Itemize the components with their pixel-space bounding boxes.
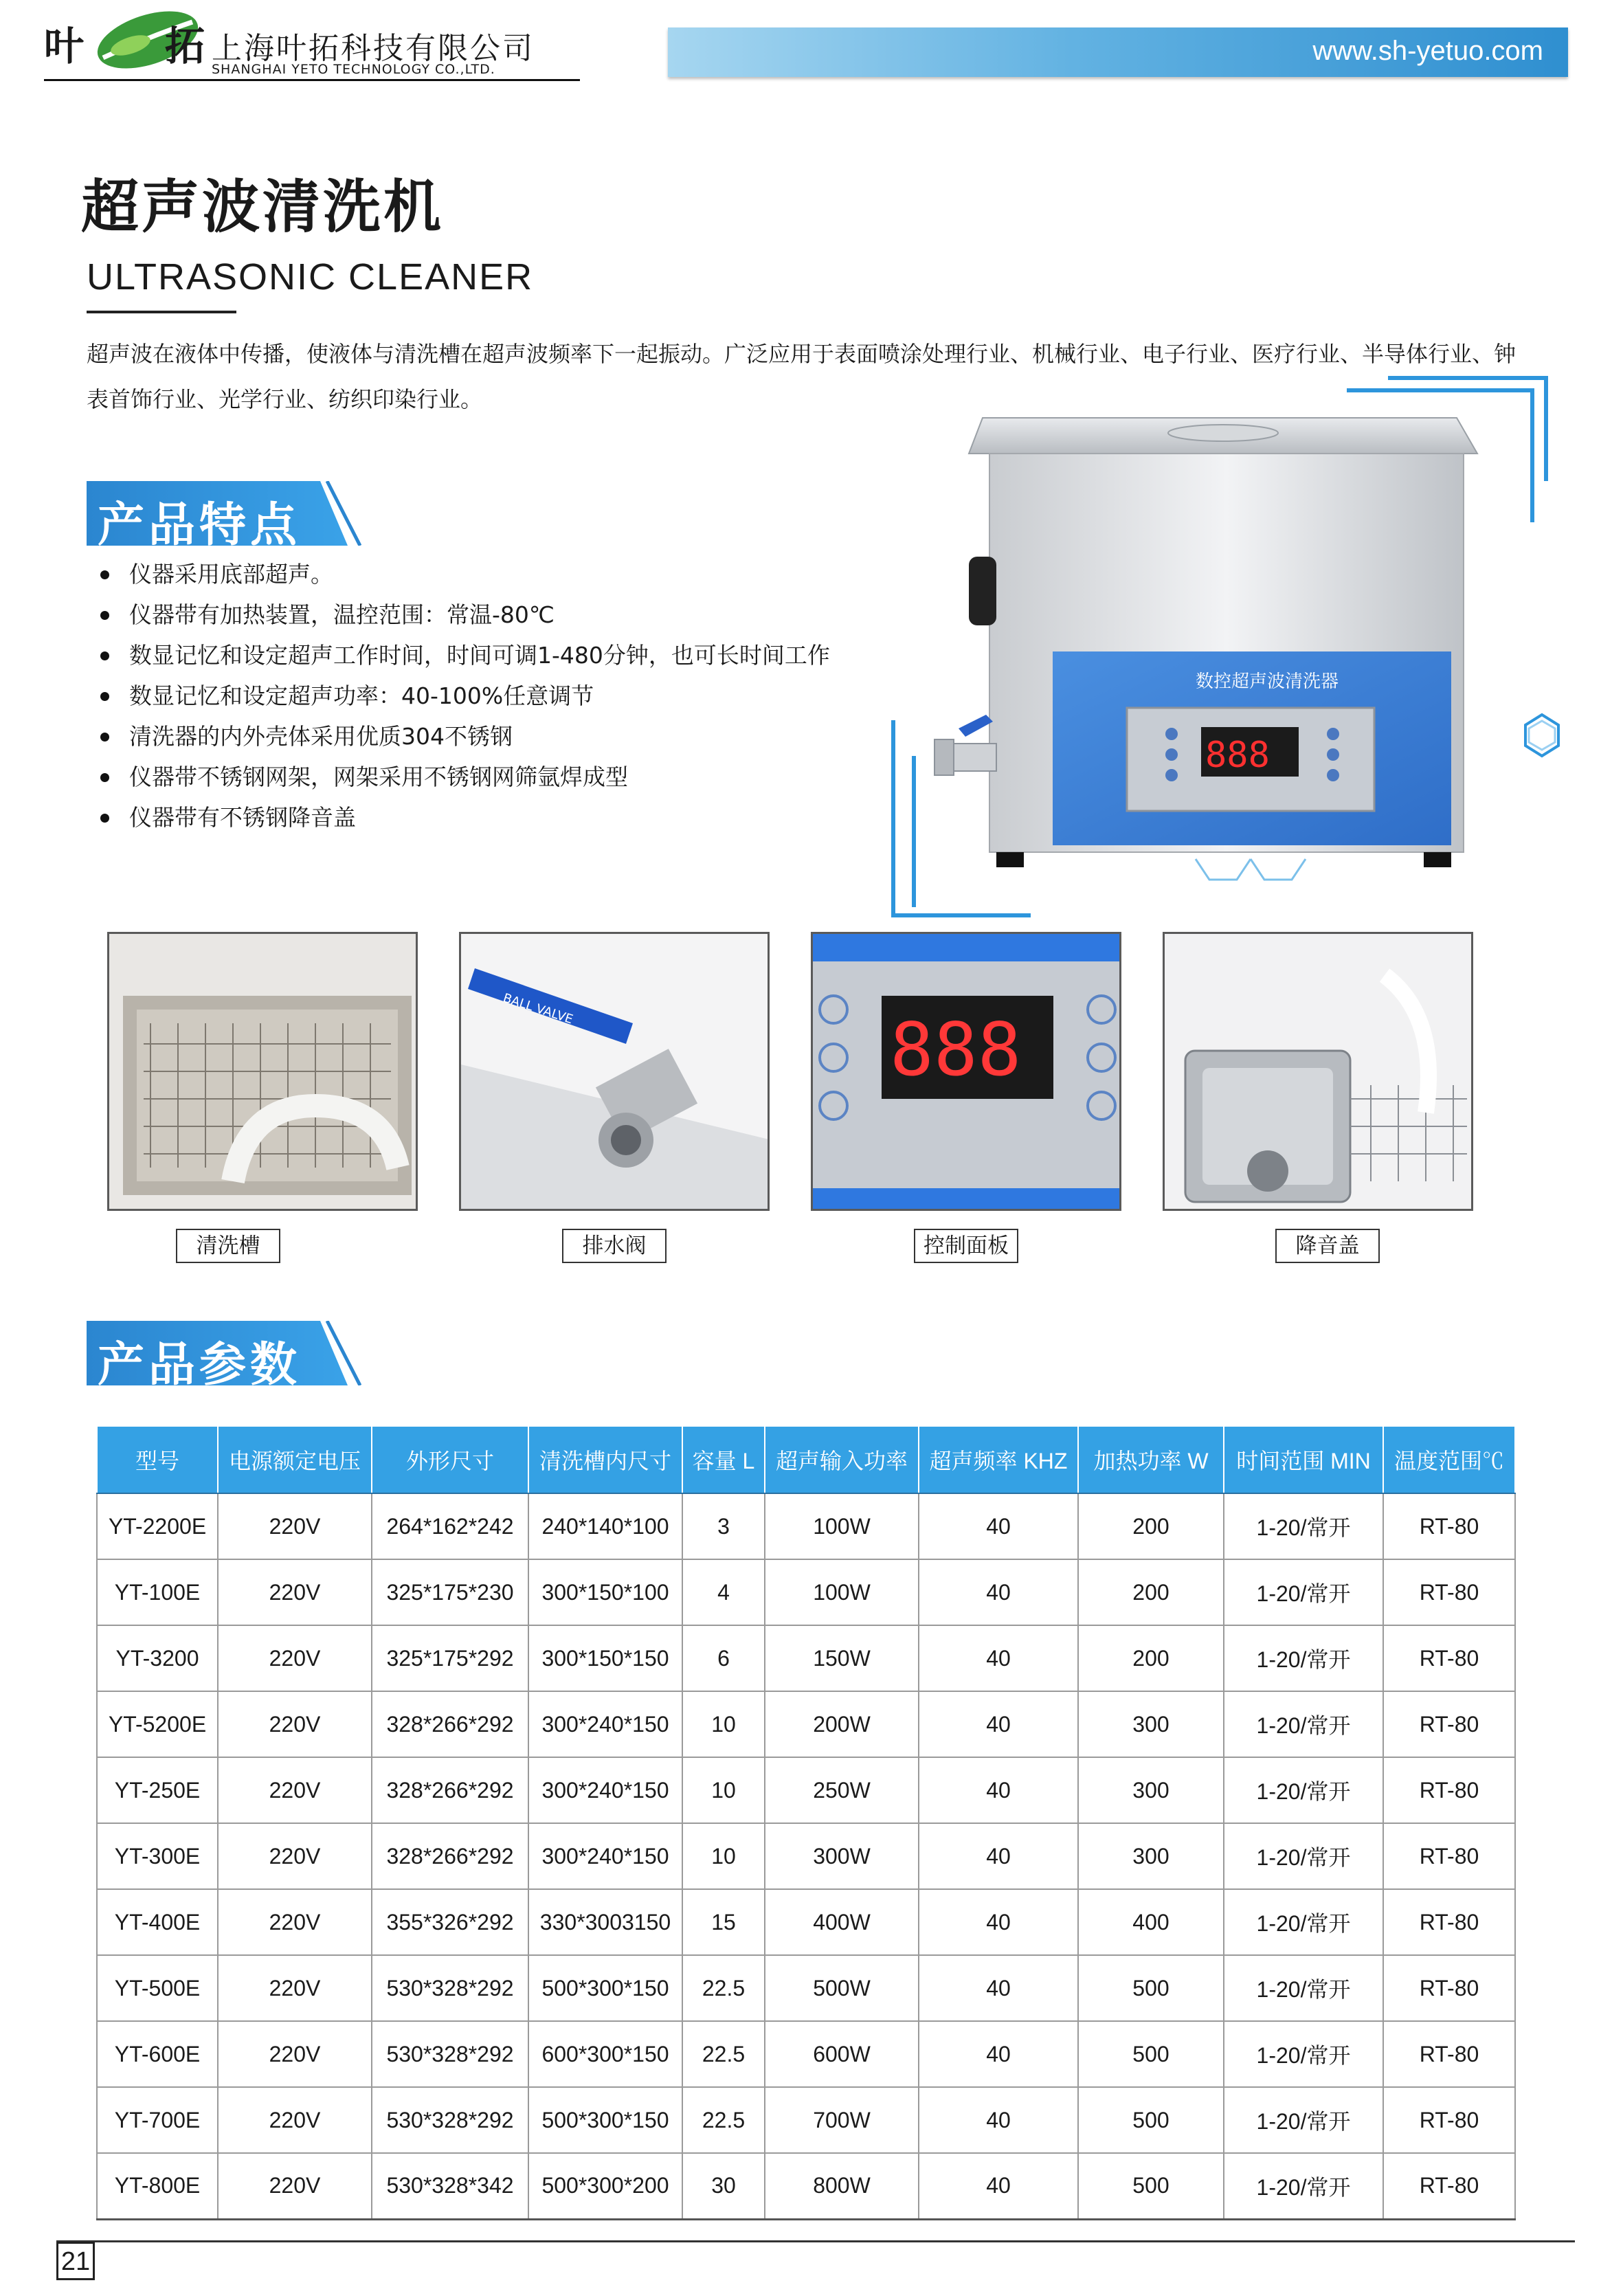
table-cell: YT-400E: [97, 1889, 218, 1955]
bullet-icon: [100, 814, 109, 823]
col-header-heating-power: 加热功率 W: [1078, 1426, 1224, 1493]
table-cell: 500*300*150: [528, 1955, 682, 2021]
table-cell: RT-80: [1383, 2087, 1515, 2153]
logo-character-ye: 叶: [44, 23, 85, 69]
table-cell: 300: [1078, 1691, 1224, 1757]
table-cell: 530*328*292: [372, 2021, 528, 2087]
table-cell: 325*175*230: [372, 1559, 528, 1625]
table-row: [97, 2153, 1515, 2219]
table-cell: 264*162*242: [372, 1493, 528, 1559]
col-header-frequency: 超声频率 KHZ: [919, 1426, 1078, 1493]
caption-control-panel: 控制面板: [914, 1229, 1018, 1263]
table-cell: 1-20/常开: [1224, 1559, 1383, 1625]
col-header-temp-range: 温度范围℃: [1383, 1426, 1515, 1493]
table-cell: 500: [1078, 2021, 1224, 2087]
company-logo: [44, 7, 580, 81]
table-cell: 355*326*292: [372, 1889, 528, 1955]
table-cell: 40: [919, 1493, 1078, 1559]
table-cell: 40: [919, 1691, 1078, 1757]
table-cell: 300*240*150: [528, 1757, 682, 1823]
table-cell: 220V: [218, 2021, 372, 2087]
table-cell: YT-300E: [97, 1823, 218, 1889]
table-cell: 1-20/常开: [1224, 1691, 1383, 1757]
col-header-model: 型号: [97, 1426, 218, 1493]
table-cell: 300*240*150: [528, 1691, 682, 1757]
gallery-image-tank: [107, 932, 418, 1211]
table-cell: 300: [1078, 1757, 1224, 1823]
bullet-icon: [100, 570, 109, 579]
footer-divider: [56, 2240, 1575, 2242]
table-cell: RT-80: [1383, 1691, 1515, 1757]
table-cell: RT-80: [1383, 1955, 1515, 2021]
feature-item: 数显记忆和设定超声功率：40-100%任意调节: [100, 676, 925, 716]
table-cell: 40: [919, 2153, 1078, 2219]
table-cell: 40: [919, 1823, 1078, 1889]
table-cell: 220V: [218, 1691, 372, 1757]
bullet-icon: [100, 692, 109, 701]
table-cell: RT-80: [1383, 1625, 1515, 1691]
device-display-digits: 888: [1205, 735, 1270, 776]
table-cell: 6: [682, 1625, 765, 1691]
table-cell: YT-700E: [97, 2087, 218, 2153]
logo-character-tuo: 拓: [165, 23, 205, 69]
table-cell: 40: [919, 2021, 1078, 2087]
table-row: [97, 1493, 1515, 1559]
table-cell: 300*150*100: [528, 1559, 682, 1625]
table-cell: RT-80: [1383, 2153, 1515, 2219]
table-cell: 1-20/常开: [1224, 1889, 1383, 1955]
table-cell: 220V: [218, 1823, 372, 1889]
table-row: [97, 1691, 1515, 1757]
logo-underline: [44, 79, 580, 81]
gallery-image-sound-cover: [1163, 932, 1473, 1211]
bullet-icon: [100, 733, 109, 742]
params-heading: 产品参数: [98, 1338, 302, 1392]
company-name-cn: 上海叶拓科技有限公司: [212, 31, 535, 66]
features-list: [100, 554, 925, 838]
website-banner: [668, 27, 1568, 77]
features-heading: 产品特点: [98, 498, 302, 553]
table-cell: 220V: [218, 2087, 372, 2153]
table-cell: 40: [919, 1625, 1078, 1691]
table-cell: 1-20/常开: [1224, 1625, 1383, 1691]
table-cell: 40: [919, 1757, 1078, 1823]
spec-table: [96, 1425, 1516, 2220]
table-cell: YT-600E: [97, 2021, 218, 2087]
features-heading-banner: [87, 481, 361, 553]
table-cell: 220V: [218, 1757, 372, 1823]
table-cell: YT-2200E: [97, 1493, 218, 1559]
table-cell: 500: [1078, 1955, 1224, 2021]
table-cell: YT-3200: [97, 1625, 218, 1691]
table-cell: 500W: [765, 1955, 919, 2021]
table-header-row: [97, 1426, 1515, 1493]
table-cell: 200: [1078, 1493, 1224, 1559]
table-cell: 800W: [765, 2153, 919, 2219]
table-cell: 1-20/常开: [1224, 2087, 1383, 2153]
table-cell: 300W: [765, 1823, 919, 1889]
table-cell: 220V: [218, 1493, 372, 1559]
table-cell: 100W: [765, 1493, 919, 1559]
table-cell: 3: [682, 1493, 765, 1559]
table-cell: 400W: [765, 1889, 919, 1955]
bullet-icon: [100, 651, 109, 660]
table-cell: RT-80: [1383, 1823, 1515, 1889]
table-cell: 530*328*292: [372, 1955, 528, 2021]
table-cell: 200: [1078, 1559, 1224, 1625]
table-cell: 328*266*292: [372, 1757, 528, 1823]
feature-item: 仪器带有加热装置，温控范围：常温-80℃: [100, 594, 925, 635]
table-cell: 22.5: [682, 2087, 765, 2153]
table-cell: 1-20/常开: [1224, 1757, 1383, 1823]
col-header-tank-size: 清洗槽内尺寸: [528, 1426, 682, 1493]
table-cell: 500*300*150: [528, 2087, 682, 2153]
table-cell: 220V: [218, 1889, 372, 1955]
table-cell: 700W: [765, 2087, 919, 2153]
table-cell: 30: [682, 2153, 765, 2219]
page-title: 超声波清洗机: [81, 173, 445, 241]
table-row: [97, 1559, 1515, 1625]
table-cell: 500*300*200: [528, 2153, 682, 2219]
product-image-ultrasonic-cleaner: [866, 344, 1622, 935]
table-cell: 1-20/常开: [1224, 2021, 1383, 2087]
table-cell: RT-80: [1383, 1757, 1515, 1823]
device-panel-label: 数控超声波清洗器: [1196, 671, 1339, 692]
bullet-icon: [100, 773, 109, 782]
table-cell: 530*328*292: [372, 2087, 528, 2153]
table-cell: 600W: [765, 2021, 919, 2087]
table-cell: 200: [1078, 1625, 1224, 1691]
table-cell: 328*266*292: [372, 1691, 528, 1757]
table-cell: 300*150*150: [528, 1625, 682, 1691]
company-name-en: SHANGHAI YETO TECHNOLOGY CO.,LTD.: [212, 62, 495, 77]
product-intro: 超声波在液体中传播，使液体与清洗槽在超声波频率下一起振动。广泛应用于表面喷涂处理行业、机械行业、电子行业、医疗行业、半导体行业、钟表首饰行业、光学行业、纺织印染行业。: [87, 341, 1516, 412]
feature-item: 仪器带有不锈钢降音盖: [100, 797, 925, 838]
table-cell: 220V: [218, 1955, 372, 2021]
table-cell: 300*240*150: [528, 1823, 682, 1889]
table-row: [97, 1955, 1515, 2021]
table-cell: 220V: [218, 1559, 372, 1625]
table-cell: YT-250E: [97, 1757, 218, 1823]
table-cell: RT-80: [1383, 1493, 1515, 1559]
table-cell: 150W: [765, 1625, 919, 1691]
valve-label: BALL VALVE: [501, 990, 575, 1027]
table-cell: 40: [919, 1889, 1078, 1955]
page-subtitle: ULTRASONIC CLEANER: [87, 256, 534, 298]
caption-drain-valve: 排水阀: [562, 1229, 667, 1263]
table-cell: 330*3003150: [528, 1889, 682, 1955]
table-cell: 40: [919, 1559, 1078, 1625]
table-row: [97, 1625, 1515, 1691]
table-cell: 22.5: [682, 2021, 765, 2087]
table-cell: 40: [919, 2087, 1078, 2153]
table-row: [97, 2021, 1515, 2087]
table-cell: 250W: [765, 1757, 919, 1823]
caption-tank: 清洗槽: [176, 1229, 280, 1263]
params-heading-banner: [87, 1321, 361, 1392]
col-header-ultrasonic-power: 超声输入功率: [765, 1426, 919, 1493]
table-cell: 500: [1078, 2153, 1224, 2219]
table-row: [97, 1823, 1515, 1889]
table-cell: 1-20/常开: [1224, 1955, 1383, 2021]
table-cell: 100W: [765, 1559, 919, 1625]
table-cell: RT-80: [1383, 1559, 1515, 1625]
table-cell: 40: [919, 1955, 1078, 2021]
table-cell: 220V: [218, 1625, 372, 1691]
table-cell: 600*300*150: [528, 2021, 682, 2087]
table-cell: 10: [682, 1757, 765, 1823]
panel-display-digits: 888: [890, 1007, 1022, 1092]
website-url[interactable]: www.sh-yetuo.com: [1312, 36, 1543, 66]
table-cell: YT-800E: [97, 2153, 218, 2219]
gallery-image-drain-valve: [459, 932, 770, 1211]
col-header-outer-size: 外形尺寸: [372, 1426, 528, 1493]
page-number: 21: [56, 2242, 95, 2280]
title-underline: [87, 311, 236, 313]
table-cell: 10: [682, 1691, 765, 1757]
table-cell: 22.5: [682, 1955, 765, 2021]
col-header-voltage: 电源额定电压: [218, 1426, 372, 1493]
table-row: [97, 1889, 1515, 1955]
table-cell: 220V: [218, 2153, 372, 2219]
table-cell: 1-20/常开: [1224, 2153, 1383, 2219]
table-cell: 300: [1078, 1823, 1224, 1889]
table-cell: 530*328*342: [372, 2153, 528, 2219]
feature-item: 数显记忆和设定超声工作时间，时间可调1-480分钟，也可长时间工作: [100, 635, 925, 676]
table-cell: 1-20/常开: [1224, 1493, 1383, 1559]
table-row: [97, 1757, 1515, 1823]
table-cell: YT-100E: [97, 1559, 218, 1625]
table-cell: 500: [1078, 2087, 1224, 2153]
caption-sound-cover: 降音盖: [1275, 1229, 1380, 1263]
table-cell: RT-80: [1383, 1889, 1515, 1955]
table-cell: YT-5200E: [97, 1691, 218, 1757]
table-cell: RT-80: [1383, 2021, 1515, 2087]
table-row: [97, 2087, 1515, 2153]
table-cell: 240*140*100: [528, 1493, 682, 1559]
table-cell: YT-500E: [97, 1955, 218, 2021]
table-cell: 328*266*292: [372, 1823, 528, 1889]
table-cell: 15: [682, 1889, 765, 1955]
table-cell: 400: [1078, 1889, 1224, 1955]
table-cell: 1-20/常开: [1224, 1823, 1383, 1889]
feature-item: 清洗器的内外壳体采用优质304不锈钢: [100, 716, 925, 757]
feature-item: 仪器采用底部超声。: [100, 554, 925, 594]
table-cell: 325*175*292: [372, 1625, 528, 1691]
bullet-icon: [100, 611, 109, 620]
table-cell: 10: [682, 1823, 765, 1889]
feature-item: 仪器带不锈钢网架，网架采用不锈钢网筛氩焊成型: [100, 757, 925, 797]
table-cell: 4: [682, 1559, 765, 1625]
table-cell: 200W: [765, 1691, 919, 1757]
col-header-capacity: 容量 L: [682, 1426, 765, 1493]
gallery-image-control-panel: [811, 932, 1121, 1211]
col-header-time-range: 时间范围 MIN: [1224, 1426, 1383, 1493]
